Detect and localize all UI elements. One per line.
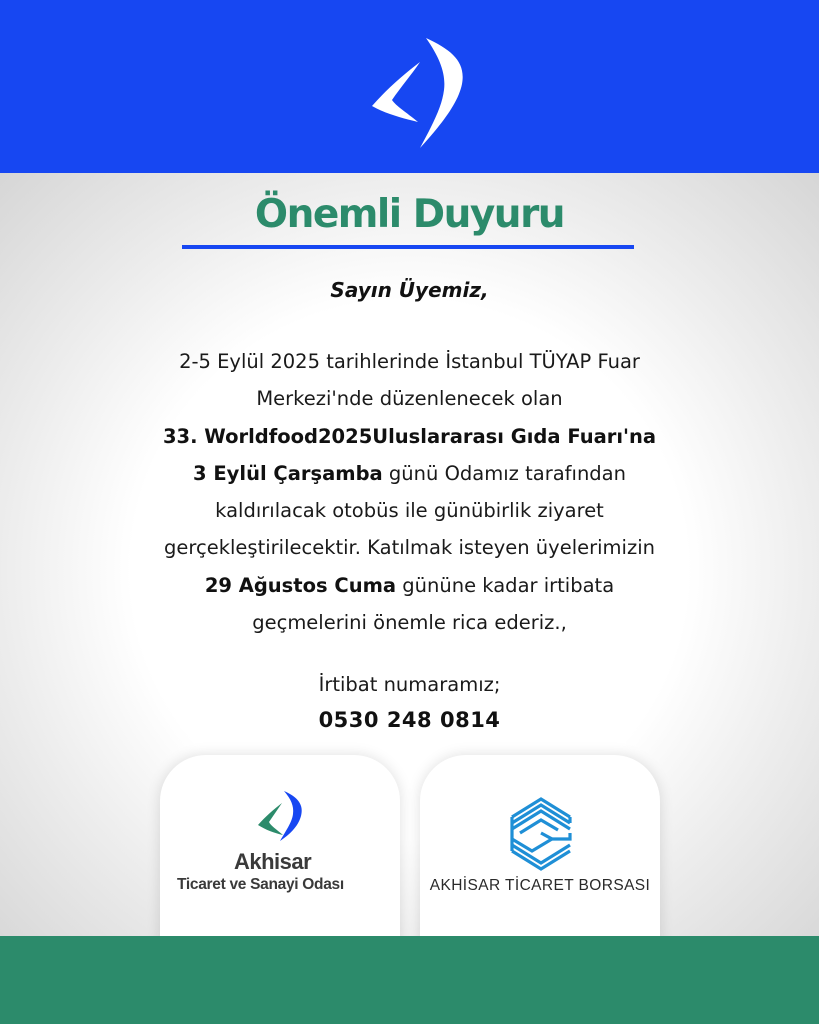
body-text-segment: günü Odamız tarafından <box>382 461 626 485</box>
body-line <box>80 567 739 604</box>
ato-name: Akhisar <box>234 849 312 874</box>
greeting: Sayın Üyemiz, <box>330 278 489 302</box>
atb-card <box>420 755 660 945</box>
body-line <box>80 418 739 455</box>
body-line <box>80 604 739 641</box>
contact-label: İrtibat numaramız; <box>318 673 501 696</box>
body-line <box>80 380 739 417</box>
bottom-banner <box>0 936 819 1024</box>
body-highlight: 3 Eylül Çarşamba <box>193 461 383 485</box>
contact-number: 0530 248 0814 <box>318 708 501 732</box>
body-line <box>80 492 739 529</box>
body-line <box>80 455 739 492</box>
body-text-segment: geçmelerini önemle rica ederiz., <box>252 611 567 635</box>
body-text-segment: 2-5 Eylül 2025 tarihlerinde İstanbul TÜYAP Fuar <box>179 350 640 373</box>
ato-logo-icon <box>256 789 304 843</box>
body-text-segment: Merkezi'nde düzenlenecek olan <box>256 387 563 411</box>
body-highlight: 33. Worldfood2025Uluslararası Gıda Fuarı'na <box>162 424 657 448</box>
body-line <box>80 343 739 380</box>
body-text-segment: gününe kadar irtibata <box>396 573 615 597</box>
ato-card <box>160 755 400 945</box>
body-text-segment: kaldırılacak otobüs ile günübirlik ziyaret <box>215 499 604 523</box>
ato-swoosh-logo-icon <box>364 34 468 152</box>
atb-name: AKHİSAR TİCARET BORSASI <box>429 877 651 894</box>
title-underline <box>182 245 634 249</box>
body-text-segment: gerçekleştirilecektir. Katılmak isteyen üyelerimizin <box>164 536 655 560</box>
page-title: Önemli Duyuru <box>254 192 565 237</box>
announcement-body <box>80 343 739 641</box>
top-banner <box>0 0 819 173</box>
body-highlight: 29 Ağustos Cuma <box>204 573 397 597</box>
body-line <box>80 529 739 566</box>
atb-logo-icon <box>508 795 574 871</box>
ato-subtitle: Ticaret ve Sanayi Odası <box>177 876 344 893</box>
